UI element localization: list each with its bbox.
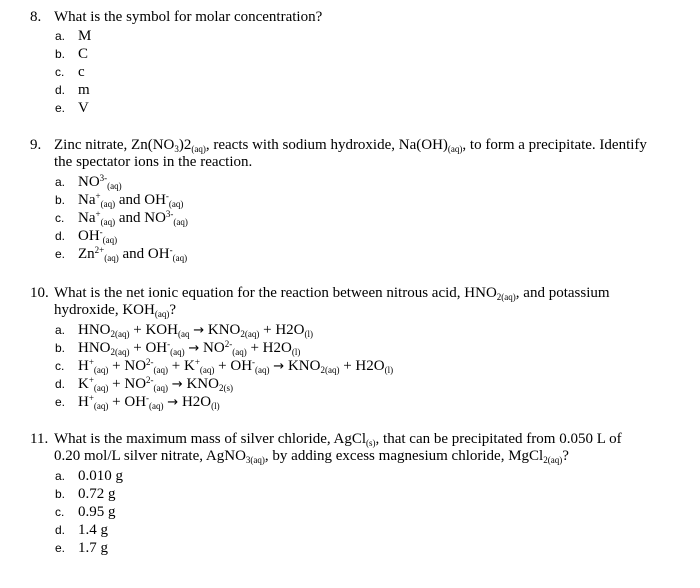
option-letter: d. <box>55 377 66 391</box>
option-letter: d. <box>55 229 66 243</box>
option-e <box>0 99 690 117</box>
option-text: $H^+_{(aq)} + NO^{2-}_{(aq)} + K^+_{(aq)} + OH^-_{(aq)} \to KNO_{2(aq)} + H2O_{(l)}$ <box>78 357 394 375</box>
question-text: Zinc nitrate, $Zn(NO_3)2_{(aq)}$, reacts with sodium hydroxide, $Na(OH)_{(aq)}$, to form a precipitate. Identify the spectator ions in the reaction. <box>54 137 647 170</box>
option-letter: e. <box>55 541 66 555</box>
option-a <box>0 321 690 339</box>
option-d <box>0 81 690 99</box>
option-e <box>0 245 690 263</box>
option-d <box>0 521 690 539</box>
option-letter: a. <box>55 469 66 483</box>
option-e <box>0 539 690 557</box>
option-letter: c. <box>55 505 65 519</box>
option-text: 0.95 g <box>78 504 116 520</box>
question-text: What is the maximum mass of silver chloride, AgCl$_{(s)}$, that can be precipitated from 0.050 L of 0.20 mol/L silver nitrate, AgNO$_{3(aq)}$, by adding excess magnesium chloride, MgCl$_{2(aq)}$? <box>54 431 622 465</box>
option-text: $K^+_{(aq)} + NO^{2-}_{(aq)} \to KNO_{2(s)}$ <box>78 375 233 393</box>
option-text: 1.7 g <box>78 540 108 556</box>
option-letter: a. <box>55 175 66 189</box>
option-text: $OH^-_{(aq)}$ <box>78 227 118 245</box>
option-letter: e. <box>55 101 66 115</box>
question-10 <box>0 285 690 411</box>
question-text: What is the symbol for molar concentration? <box>54 9 323 25</box>
option-b <box>0 485 690 503</box>
option-letter: e. <box>55 395 66 409</box>
option-letter: d. <box>55 83 66 97</box>
option-b <box>0 45 690 63</box>
option-letter: c. <box>55 211 65 225</box>
option-text: $NO^{3-}_{(aq)}$ <box>78 173 122 191</box>
option-letter: c. <box>55 65 65 79</box>
option-letter: b. <box>55 47 66 61</box>
option-letter: d. <box>55 523 66 537</box>
option-b <box>0 191 690 209</box>
option-text: V <box>78 100 89 116</box>
option-a <box>0 173 690 191</box>
option-e <box>0 393 690 411</box>
option-text: $H^+_{(aq)} + OH^-_{(aq)} \to H2O_{(l)}$ <box>78 393 220 411</box>
option-list <box>0 27 690 117</box>
option-letter: a. <box>55 323 66 337</box>
question-text: What is the net ionic equation for the reaction between nitrous acid, $HNO_{2(aq)}$, and potassium hydroxide, $KOH_{(aq)}$? <box>54 285 610 319</box>
option-letter: b. <box>55 193 66 207</box>
option-letter: e. <box>55 247 66 261</box>
option-letter: c. <box>55 359 65 373</box>
option-c <box>0 503 690 521</box>
option-text: 0.010 g <box>78 468 123 484</box>
question-number: 10. <box>30 285 49 301</box>
question-number: 11. <box>30 431 49 447</box>
option-text: $HNO_{2(aq)} + OH^-_{(aq)} \to NO^{2-}_{(aq)} + H2O_{(l)}$ <box>78 339 301 357</box>
option-list <box>0 173 690 263</box>
option-text: c <box>78 64 85 80</box>
option-text: $Na^+_{(aq)}$ and $NO^{3-}_{(aq)}$ <box>78 209 188 227</box>
option-d <box>0 375 690 393</box>
question-stem <box>0 9 690 26</box>
question-8 <box>0 9 690 117</box>
option-c <box>0 357 690 375</box>
option-b <box>0 339 690 357</box>
option-text: $Na^+_{(aq)}$ and $OH^-_{(aq)}$ <box>78 191 184 209</box>
option-letter: a. <box>55 29 66 43</box>
option-a <box>0 27 690 45</box>
question-number: 9. <box>30 137 42 153</box>
question-stem <box>0 431 690 465</box>
option-text: 0.72 g <box>78 486 116 502</box>
question-stem <box>0 137 690 171</box>
option-c <box>0 209 690 227</box>
question-number: 8. <box>30 9 42 25</box>
option-list <box>0 321 690 411</box>
question-11 <box>0 431 690 557</box>
option-text: $HNO_{2(aq)} + KOH_{(aq} \to KNO_{2(aq)} + H2O_{(l)}$ <box>78 322 313 339</box>
option-letter: b. <box>55 487 66 501</box>
option-text: 1.4 g <box>78 522 108 538</box>
option-list <box>0 467 690 557</box>
option-text: C <box>78 46 89 62</box>
option-text: m <box>78 82 90 98</box>
option-c <box>0 63 690 81</box>
option-a <box>0 467 690 485</box>
option-letter: b. <box>55 341 66 355</box>
question-stem <box>0 285 690 319</box>
option-text: M <box>78 28 92 44</box>
question-9 <box>0 137 690 263</box>
option-text: $Zn^{2+}_{(aq)}$ and $OH^-_{(aq)}$ <box>78 245 188 263</box>
option-d <box>0 227 690 245</box>
